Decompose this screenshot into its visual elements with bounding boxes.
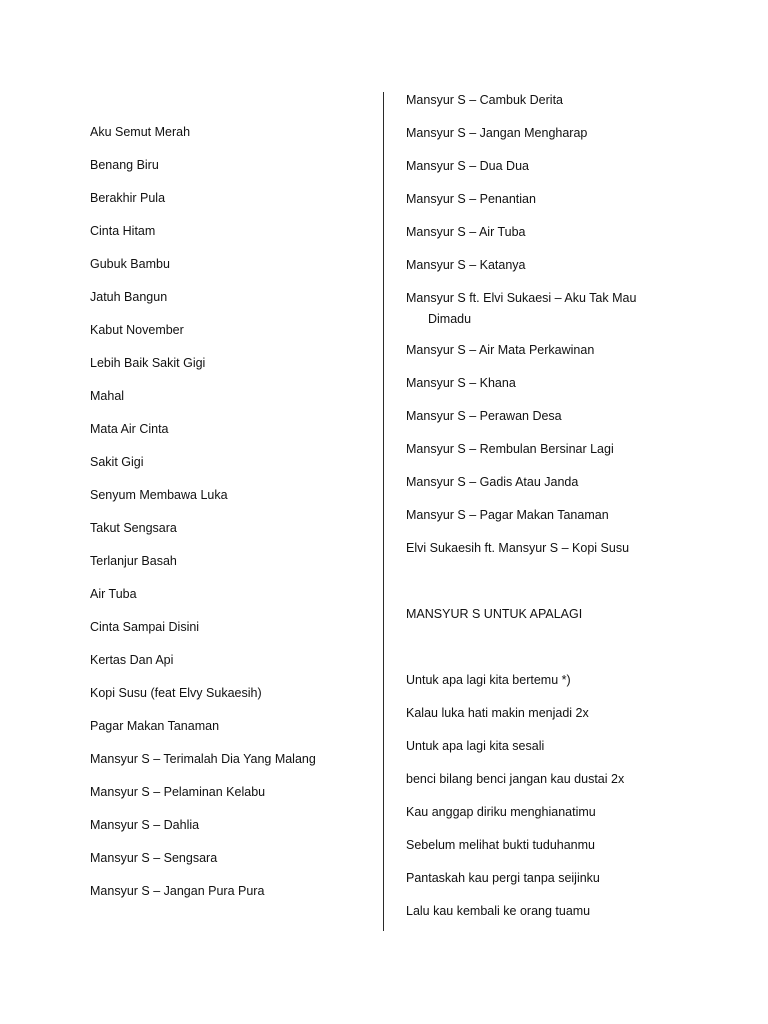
song-item: Mansyur S – Jangan Mengharap (406, 126, 588, 140)
lyric-line: Pantaskah kau pergi tanpa seijinku (406, 871, 600, 885)
song-item: Mata Air Cinta (90, 422, 169, 436)
song-item: Mansyur S – Jangan Pura Pura (90, 884, 265, 898)
song-item: Senyum Membawa Luka (90, 488, 228, 502)
song-item: Mansyur S – Air Mata Perkawinan (406, 343, 595, 357)
song-item: Kertas Dan Api (90, 653, 174, 667)
left-song-list (90, 124, 370, 916)
song-item: Jatuh Bangun (90, 290, 168, 304)
song-item: Berakhir Pula (90, 191, 166, 205)
song-item-line-1: Mansyur S ft. Elvi Sukaesi – Aku Tak Mau (406, 291, 637, 305)
song-item: Mansyur S – Terimalah Dia Yang Malang (90, 752, 316, 766)
song-item: Mahal (90, 389, 125, 403)
song-item-line-2: Dimadu (428, 312, 472, 326)
lyric-line: Lalu kau kembali ke orang tuamu (406, 904, 591, 918)
song-item: Aku Semut Merah (90, 125, 191, 139)
song-item: Mansyur S – Pagar Makan Tanaman (406, 508, 609, 522)
song-item: Cinta Hitam (90, 224, 156, 238)
song-item: Mansyur S – Rembulan Bersinar Lagi (406, 442, 614, 456)
song-item: Mansyur S – Dua Dua (406, 159, 529, 173)
song-item: Mansyur S – Perawan Desa (406, 409, 562, 423)
song-item: Benang Biru (90, 158, 159, 172)
song-item: Mansyur S – Penantian (406, 192, 536, 206)
song-item: Elvi Sukaesih ft. Mansyur S – Kopi Susu (406, 541, 630, 555)
song-item: Mansyur S – Katanya (406, 258, 526, 272)
lyrics-heading: MANSYUR S UNTUK APALAGI (406, 607, 583, 621)
lyric-line: Untuk apa lagi kita sesali (406, 739, 545, 753)
song-item: Terlanjur Basah (90, 554, 177, 568)
song-item: Gubuk Bambu (90, 257, 170, 271)
song-item: Kopi Susu (feat Elvy Sukaesih) (90, 686, 262, 700)
spacer (406, 639, 726, 655)
song-item: Mansyur S – Cambuk Derita (406, 93, 564, 107)
right-column (406, 92, 726, 936)
song-item: Pagar Makan Tanaman (90, 719, 220, 733)
lyric-line: Untuk apa lagi kita bertemu *) (406, 673, 571, 687)
song-item: Takut Sengsara (90, 521, 177, 535)
song-item: Mansyur S – Sengsara (90, 851, 218, 865)
lyric-line: Kau anggap diriku menghianatimu (406, 805, 596, 819)
song-item: Sakit Gigi (90, 455, 144, 469)
song-item: Lebih Baik Sakit Gigi (90, 356, 206, 370)
spacer (406, 573, 726, 589)
lyric-line: benci bilang benci jangan kau dustai 2x (406, 772, 625, 786)
song-item: Cinta Sampai Disini (90, 620, 200, 634)
song-item: Mansyur S – Pelaminan Kelabu (90, 785, 266, 799)
song-item-wrapped (406, 288, 726, 330)
song-item: Mansyur S – Dahlia (90, 818, 200, 832)
column-divider (383, 92, 384, 931)
lyric-line: Sebelum melihat bukti tuduhanmu (406, 838, 596, 852)
song-item: Kabut November (90, 323, 184, 337)
song-item: Mansyur S – Gadis Atau Janda (406, 475, 579, 489)
song-item: Mansyur S – Air Tuba (406, 225, 526, 239)
song-item: Mansyur S – Khana (406, 376, 516, 390)
lyric-line: Kalau luka hati makin menjadi 2x (406, 706, 589, 720)
song-item: Air Tuba (90, 587, 137, 601)
